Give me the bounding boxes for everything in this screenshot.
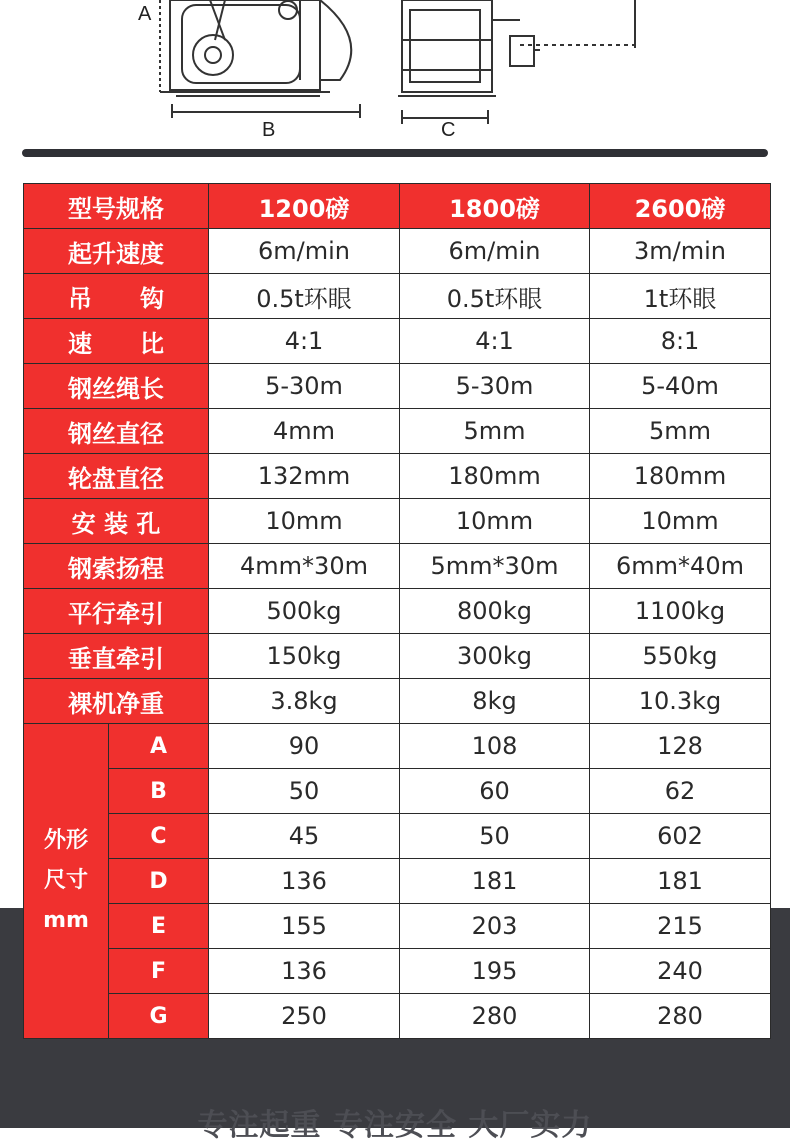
value-cell: 6m/min bbox=[400, 229, 590, 274]
value-cell: 3m/min bbox=[590, 229, 771, 274]
value-cell: 215 bbox=[590, 904, 771, 949]
value-cell: 240 bbox=[590, 949, 771, 994]
winch-dimension-drawing bbox=[0, 0, 790, 150]
dimension-letter: A bbox=[109, 724, 209, 769]
value-cell: 500kg bbox=[209, 589, 400, 634]
table-row bbox=[24, 589, 771, 634]
dimension-row bbox=[24, 724, 771, 769]
dim-label-c: C bbox=[441, 119, 456, 141]
row-label: 钢丝绳长 bbox=[24, 364, 209, 409]
row-label: 垂直牵引 bbox=[24, 634, 209, 679]
value-cell: 5mm bbox=[590, 409, 771, 454]
row-label: 平行牵引 bbox=[24, 589, 209, 634]
dimension-row bbox=[24, 904, 771, 949]
row-label: 速 比 bbox=[24, 319, 209, 364]
value-cell: 10mm bbox=[590, 499, 771, 544]
value-cell: 132mm bbox=[209, 454, 400, 499]
table-row bbox=[24, 454, 771, 499]
value-cell: 1t环眼 bbox=[590, 274, 771, 319]
row-label: 吊 钩 bbox=[24, 274, 209, 319]
section-divider bbox=[22, 149, 768, 157]
value-cell: 0.5t环眼 bbox=[209, 274, 400, 319]
spec-table-body bbox=[24, 184, 771, 1039]
value-cell: 181 bbox=[590, 859, 771, 904]
value-cell: 550kg bbox=[590, 634, 771, 679]
table-header-row bbox=[24, 184, 771, 229]
table-row bbox=[24, 319, 771, 364]
value-cell: 602 bbox=[590, 814, 771, 859]
value-cell: 155 bbox=[209, 904, 400, 949]
value-cell: 800kg bbox=[400, 589, 590, 634]
row-label: 裸机净重 bbox=[24, 679, 209, 724]
dimension-row bbox=[24, 814, 771, 859]
value-cell: 62 bbox=[590, 769, 771, 814]
dim-label-a: A bbox=[138, 3, 152, 25]
value-cell: 250 bbox=[209, 994, 400, 1039]
dimension-row bbox=[24, 769, 771, 814]
table-row bbox=[24, 274, 771, 319]
value-cell: 180mm bbox=[400, 454, 590, 499]
dimension-row bbox=[24, 859, 771, 904]
dimension-letter: G bbox=[109, 994, 209, 1039]
row-label: 钢丝直径 bbox=[24, 409, 209, 454]
value-cell: 5-30m bbox=[400, 364, 590, 409]
table-row bbox=[24, 679, 771, 724]
dimension-letter: C bbox=[109, 814, 209, 859]
value-cell: 10.3kg bbox=[590, 679, 771, 724]
table-row bbox=[24, 634, 771, 679]
dimension-letter: E bbox=[109, 904, 209, 949]
table-row bbox=[24, 544, 771, 589]
row-label: 安 装 孔 bbox=[24, 499, 209, 544]
value-cell: 4mm bbox=[209, 409, 400, 454]
dimension-letter: B bbox=[109, 769, 209, 814]
dimension-row bbox=[24, 949, 771, 994]
value-cell: 50 bbox=[400, 814, 590, 859]
value-cell: 10mm bbox=[400, 499, 590, 544]
value-cell: 5mm*30m bbox=[400, 544, 590, 589]
value-cell: 8:1 bbox=[590, 319, 771, 364]
value-cell: 5mm bbox=[400, 409, 590, 454]
value-cell: 280 bbox=[590, 994, 771, 1039]
value-cell: 128 bbox=[590, 724, 771, 769]
spec-table bbox=[23, 183, 771, 1039]
value-cell: 1100kg bbox=[590, 589, 771, 634]
value-cell: 181 bbox=[400, 859, 590, 904]
dimension-row bbox=[24, 994, 771, 1039]
value-cell: 203 bbox=[400, 904, 590, 949]
value-cell: 300kg bbox=[400, 634, 590, 679]
dim-label-b: B bbox=[262, 119, 276, 141]
row-label: 轮盘直径 bbox=[24, 454, 209, 499]
table-row bbox=[24, 409, 771, 454]
value-cell: 60 bbox=[400, 769, 590, 814]
dimension-group-label: 外形 尺寸 mm bbox=[24, 724, 109, 1039]
row-label: 钢索扬程 bbox=[24, 544, 209, 589]
value-cell: 0.5t环眼 bbox=[400, 274, 590, 319]
table-row bbox=[24, 229, 771, 274]
value-cell: 8kg bbox=[400, 679, 590, 724]
table-row bbox=[24, 499, 771, 544]
header-cell: 2600磅 bbox=[590, 184, 771, 229]
value-cell: 136 bbox=[209, 949, 400, 994]
header-cell: 型号规格 bbox=[24, 184, 209, 229]
header-cell: 1200磅 bbox=[209, 184, 400, 229]
value-cell: 6m/min bbox=[209, 229, 400, 274]
value-cell: 5-40m bbox=[590, 364, 771, 409]
value-cell: 3.8kg bbox=[209, 679, 400, 724]
value-cell: 4mm*30m bbox=[209, 544, 400, 589]
dimension-letter: D bbox=[109, 859, 209, 904]
slogan: 专注起重 专注安全 大厂实力 bbox=[197, 1108, 593, 1143]
value-cell: 136 bbox=[209, 859, 400, 904]
value-cell: 4:1 bbox=[209, 319, 400, 364]
value-cell: 150kg bbox=[209, 634, 400, 679]
value-cell: 4:1 bbox=[400, 319, 590, 364]
row-label: 起升速度 bbox=[24, 229, 209, 274]
header-cell: 1800磅 bbox=[400, 184, 590, 229]
value-cell: 280 bbox=[400, 994, 590, 1039]
value-cell: 195 bbox=[400, 949, 590, 994]
value-cell: 6mm*40m bbox=[590, 544, 771, 589]
value-cell: 50 bbox=[209, 769, 400, 814]
table-row bbox=[24, 364, 771, 409]
value-cell: 45 bbox=[209, 814, 400, 859]
value-cell: 5-30m bbox=[209, 364, 400, 409]
dimension-letter: F bbox=[109, 949, 209, 994]
value-cell: 90 bbox=[209, 724, 400, 769]
value-cell: 180mm bbox=[590, 454, 771, 499]
value-cell: 10mm bbox=[209, 499, 400, 544]
value-cell: 108 bbox=[400, 724, 590, 769]
